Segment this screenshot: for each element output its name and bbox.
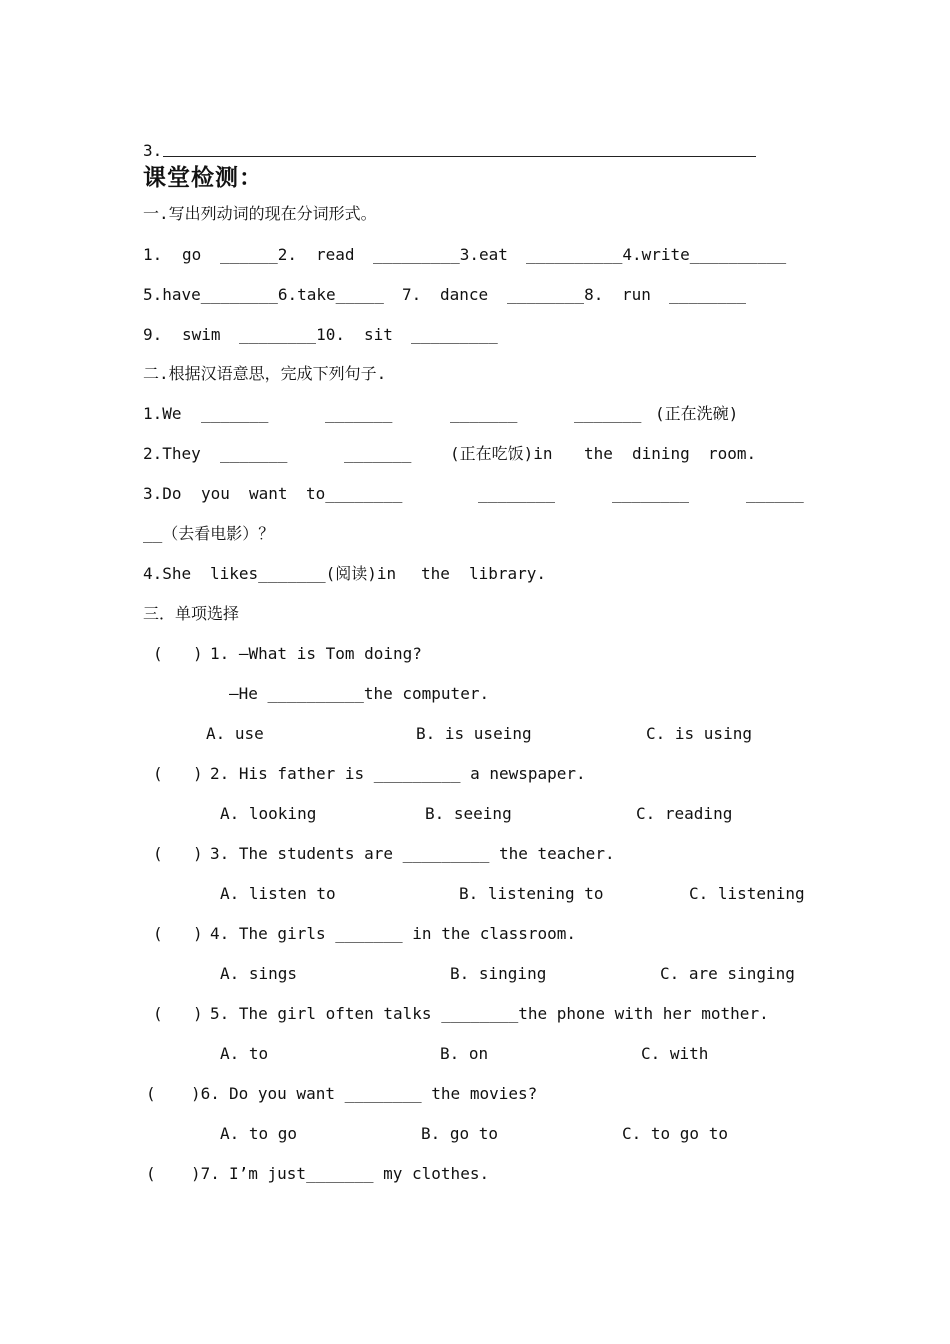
answer-paren-open: (	[146, 1164, 156, 1183]
option-b: B. seeing	[425, 804, 512, 823]
s1-text: dance	[440, 285, 489, 304]
s2-text: __（去看电影）？	[143, 524, 275, 543]
question-text: I’m just_______ my clothes.	[229, 1164, 490, 1183]
s1-text: ________10.	[239, 325, 345, 344]
answer-paren-open: (	[153, 764, 163, 783]
section-heading: 课堂检测：	[143, 165, 263, 191]
option-a: A. sings	[220, 964, 298, 983]
option-c: C. to go to	[622, 1124, 728, 1143]
s2-text: want	[249, 484, 288, 503]
option-a: A. use	[206, 724, 264, 743]
answer-paren-close: )	[193, 764, 203, 783]
s2-text: _______	[201, 404, 269, 423]
s2-text: library.	[469, 564, 547, 583]
option-c: C. with	[641, 1044, 709, 1063]
answer-rule	[163, 156, 756, 157]
s2-text: likes_______(阅读)in	[210, 564, 397, 583]
s2-text: 1.We	[143, 404, 182, 423]
question-text: —He __________the computer.	[229, 684, 490, 703]
answer-paren-close: )	[193, 844, 203, 863]
question-text: 2. His father is _________ a newspaper.	[210, 764, 586, 783]
s1-text: __________4.write__________	[526, 245, 787, 264]
s1-text: ______2.	[220, 245, 298, 264]
s2-text: ______	[746, 484, 804, 503]
s1-text: 5.have________6.take_____	[143, 285, 384, 304]
s1-text: ________	[669, 285, 747, 304]
s2-text: 2.They	[143, 444, 201, 463]
option-c: C. listening	[689, 884, 805, 903]
option-b: B. is useing	[416, 724, 532, 743]
section2-title: 二.根据汉语意思，完成下列句子.	[143, 364, 387, 383]
answer-paren-close: )	[193, 1004, 203, 1023]
s1-text: 7.	[402, 285, 422, 304]
option-a: A. to go	[220, 1124, 298, 1143]
question-text: 5. The girl often talks ________the phone with her mother.	[210, 1004, 769, 1023]
option-b: B. singing	[450, 964, 547, 983]
item-number: 3.	[143, 141, 163, 160]
answer-paren-close: )6.	[191, 1084, 220, 1103]
option-c: C. are singing	[660, 964, 795, 983]
s1-text: go	[182, 245, 202, 264]
answer-paren-close: )	[193, 924, 203, 943]
s2-text: (正在洗碗)	[655, 404, 739, 423]
s2-text: room.	[708, 444, 757, 463]
answer-paren-open: (	[153, 1004, 163, 1023]
s1-text: read	[316, 245, 355, 264]
s1-text: 9.	[143, 325, 163, 344]
s2-text: dining	[632, 444, 690, 463]
s2-text: you	[201, 484, 230, 503]
s2-text: _______	[574, 404, 642, 423]
answer-paren-close: )	[193, 644, 203, 663]
s1-text: sit	[364, 325, 393, 344]
option-a: A. looking	[220, 804, 317, 823]
s2-text: ________	[478, 484, 556, 503]
s2-text: _______	[325, 404, 393, 423]
answer-paren-close: )7.	[191, 1164, 220, 1183]
s1-text: _________	[411, 325, 498, 344]
s1-text: ________8.	[507, 285, 604, 304]
answer-paren-open: (	[146, 1084, 156, 1103]
option-a: A. to	[220, 1044, 269, 1063]
s2-text: to________	[306, 484, 403, 503]
question-text: 3. The students are _________ the teacher.	[210, 844, 615, 863]
s2-text: the	[584, 444, 613, 463]
section1-title: 一.写出列动词的现在分词形式。	[143, 204, 377, 223]
question-text: Do you want ________ the movies?	[229, 1084, 538, 1103]
s2-text: 4.She	[143, 564, 192, 583]
s2-text: (正在吃饭)in	[450, 444, 553, 463]
answer-paren-open: (	[153, 844, 163, 863]
section3-title: 三．单项选择	[143, 604, 240, 623]
s2-text: _______	[344, 444, 412, 463]
s2-text: 3.Do	[143, 484, 182, 503]
s1-text: 1.	[143, 245, 163, 264]
option-b: B. on	[440, 1044, 489, 1063]
option-a: A. listen to	[220, 884, 336, 903]
s2-text: _______	[450, 404, 518, 423]
s1-text: _________3.eat	[373, 245, 508, 264]
s2-text: the	[421, 564, 450, 583]
answer-paren-open: (	[153, 924, 163, 943]
s1-text: swim	[182, 325, 221, 344]
option-b: B. go to	[421, 1124, 499, 1143]
question-text: 1. —What is Tom doing?	[210, 644, 422, 663]
s1-text: run	[622, 285, 651, 304]
option-c: C. is using	[646, 724, 752, 743]
option-b: B. listening to	[459, 884, 604, 903]
answer-paren-open: (	[153, 644, 163, 663]
s2-text: _______	[220, 444, 288, 463]
s2-text: ________	[612, 484, 690, 503]
option-c: C. reading	[636, 804, 733, 823]
question-text: 4. The girls _______ in the classroom.	[210, 924, 577, 943]
